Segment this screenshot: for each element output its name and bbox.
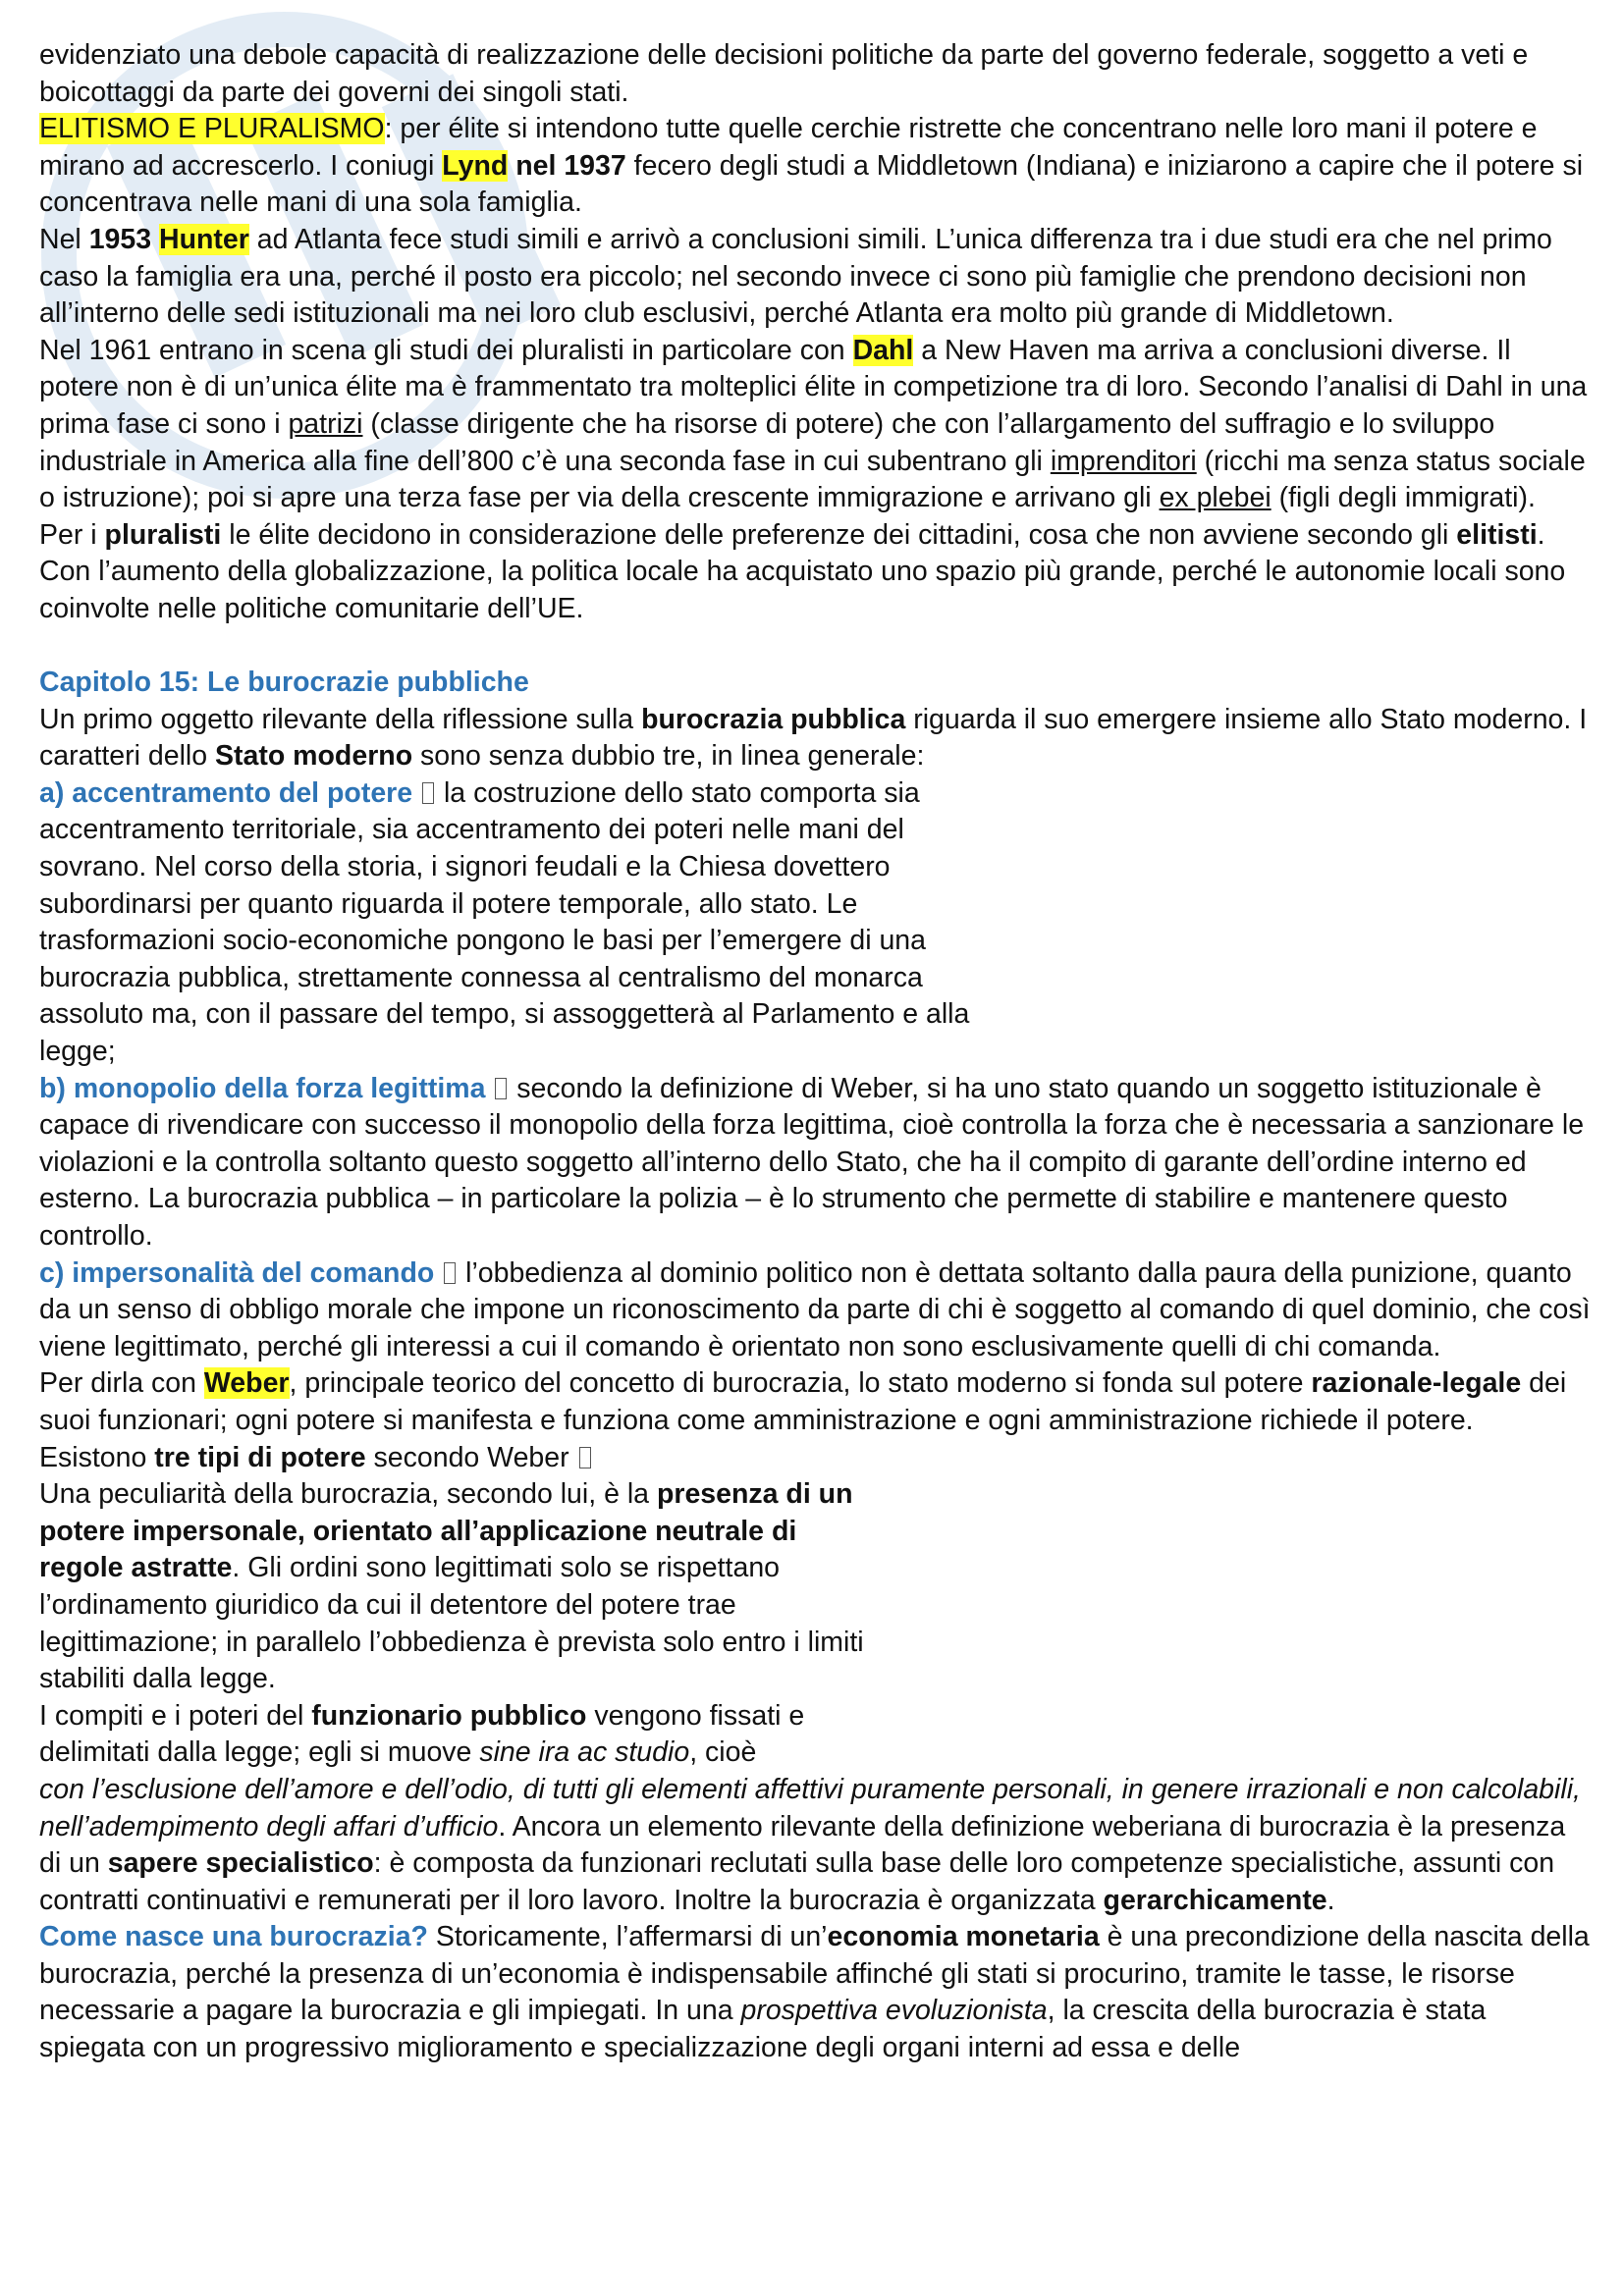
list-item-b: b) monopolio della forza legittima secondo la definizione di Weber, si ha uno stato quando un soggetto istituzionale è capace di rivendicare con successo il monopolio della forza legittima, cioè controlla la forza che è necessaria a sanzionare le violazioni e la controlla soltanto questo soggetto all’interno dello Stato, che ha il compito di garante dell’ordine interno ed esterno. La burocrazia pubblica – in particolare la polizia – è lo strumento che permette di stabilire e mantenere questo controllo. [39,1072,1585,1252]
list-item-c: c) impersonalità del comando l’obbedienza al dominio politico non è dettata soltanto dalla paura della punizione, quanto da un senso di obbligo morale che impone un riconoscimento da parte di chi è soggetto al comando di quel dominio, che così viene legittimato, perché gli interessi a cui il comando è orientato non sono esclusivamente quelli di chi comanda. [39,1256,1591,1362]
chapter-title: Capitolo 15: Le burocrazie pubbliche [39,667,529,699]
paragraph-intro: evidenziato una debole capacità di realizzazione delle decisioni politiche da parte del governo federale, soggetto a veti e boicottaggi da parte dei governi dei singoli stati. [39,39,1529,108]
heading-elitismo-pluralismo: ELITISMO E PLURALISMO [39,113,385,145]
arrow-icon [579,1447,591,1468]
arrow-icon [495,1078,507,1099]
highlight-dahl: Dahl [852,334,914,366]
paragraph-weber: Per dirla con Weber, principale teorico del concetto di burocrazia, lo stato moderno si fonda sul potere razionale-legale dei suoi funzionari; ogni potere si manifesta e funziona come amministrazione e ogni amministrazione richiede il potere. [39,1367,1567,1436]
highlight-hunter: Hunter [159,223,249,255]
paragraph-peculiarita: Una peculiarità della burocrazia, secondo lui, è la presenza di un potere impersonale, orientato all’applicazione neutrale di regole astratte. Gli ordini sono legittimati solo se rispettano l’ordinamento giuridico da cui il detentore del potere trae legittimazione; in parallelo l’obbedienza è prevista solo entro i limiti stabiliti dalla legge. [39,1478,864,1695]
highlight-weber: Weber [203,1367,290,1400]
paragraph-dahl: Nel 1961 entrano in scena gli studi dei pluralisti in particolare con Dahl a New Haven ma arriva a conclusioni diverse. Il potere non è di un’unica élite ma è frammentato tra molteplici élite in competizione tra di loro. Secondo l’analisi di Dahl in una prima fase ci sono i patrizi (classe dirigente che ha risorse di potere) che con l’allargamento del suffragio e lo sviluppo industriale in America alla fine dell’800 c’è una seconda fase in cui subentrano gli imprenditori (ricchi ma senza status sociale o istruzione); poi si apre una terza fase per via della crescente immigrazione e arrivano gli ex plebei (figli degli immigrati). [39,334,1588,514]
paragraph-globalizzazione: Con l’aumento della globalizzazione, la politica locale ha acquistato uno spazio più grande, perché le autonomie locali sono coinvolte nelle politiche comunitarie dell’UE. [39,556,1566,624]
paragraph-elitismo: ELITISMO E PLURALISMO: per élite si intendono tutte quelle cerchie ristrette che concentrano nelle loro mani il potere e mirano ad accrescerlo. I coniugi Lynd nel 1937 fecero degli studi a Middletown (Indiana) e iniziarono a capire che il potere si concentrava nelle mani di una sola famiglia. [39,113,1584,219]
highlight-lynd: Lynd [442,149,509,182]
paragraph-come-nasce: Come nasce una burocrazia? Storicamente, l’affermarsi di un’economia monetaria è una precondizione della nascita della burocrazia, perché la presenza di un’economia è indispensabile affinché gli stati si procurino, tramite le tasse, le risorse necessarie a pagare la burocrazia e gli impiegati. In una prospettiva evoluzionista, la crescita della burocrazia è stata spiegata con un progressivo miglioramento e specializzazione degli organi interni ad essa e delle [39,1921,1590,2064]
document-page [39,37,1591,2067]
paragraph-pluralisti: Per i pluralisti le élite decidono in considerazione delle preferenze dei cittadini, cosa che non avviene secondo gli elitisti. [39,518,1545,551]
paragraph-funzionario: I compiti e i poteri del funzionario pubblico vengono fissati e delimitati dalla legge; egli si muove sine ira ac studio, cioè [39,1699,805,1769]
paragraph-tre-tipi: Esistono tre tipi di potere secondo Weber [39,1440,1591,1477]
paragraph-burocrazia-intro: Un primo oggetto rilevante della riflessione sulla burocrazia pubblica riguarda il suo emergere insieme allo Stato moderno. I caratteri dello Stato moderno sono senza dubbio tre, in linea generale: [39,703,1588,773]
arrow-icon [444,1262,456,1284]
list-item-a: a) accentramento del potere la costruzione dello stato comporta sia accentramento territoriale, sia accentramento dei poteri nelle mani del sovrano. Nel corso della storia, i signori feudali e la Chiesa dovettero subordinarsi per quanto riguarda il potere temporale, allo stato. Le trasformazioni socio-economiche pongono le basi per l’emergere di una burocrazia pubblica, strettamente connessa al centralismo del monarca assoluto ma, con il passare del tempo, si assoggetterà al Parlamento e alla legge; [39,776,970,1068]
paragraph-hunter: Nel 1953 Hunter ad Atlanta fece studi simili e arrivò a conclusioni simili. L’unica differenza tra i due studi era che nel primo caso la famiglia era una, perché il posto era piccolo; nel secondo invece ci sono più famiglie che prendono decisioni non all’interno delle sedi istituzionali ma nei loro club esclusivi, perché Atlanta era molto più grande di Middletown. [39,223,1552,330]
arrow-icon [422,782,434,804]
paragraph-sapere: con l’esclusione dell’amore e dell’odio, di tutti gli elementi affettivi puramente personali, in genere irrazionali e non calcolabili, nell’adempimento degli affari d’ufficio. Ancora un elemento rilevante della definizione weberiana di burocrazia è la presenza di un sapere specialistico: è composta da funzionari reclutati sulla base delle loro competenze specialistiche, assunti con contratti continuativi e remunerati per il loro lavoro. Inoltre la burocrazia è organizzata gerarchicamente. [39,1773,1581,1916]
